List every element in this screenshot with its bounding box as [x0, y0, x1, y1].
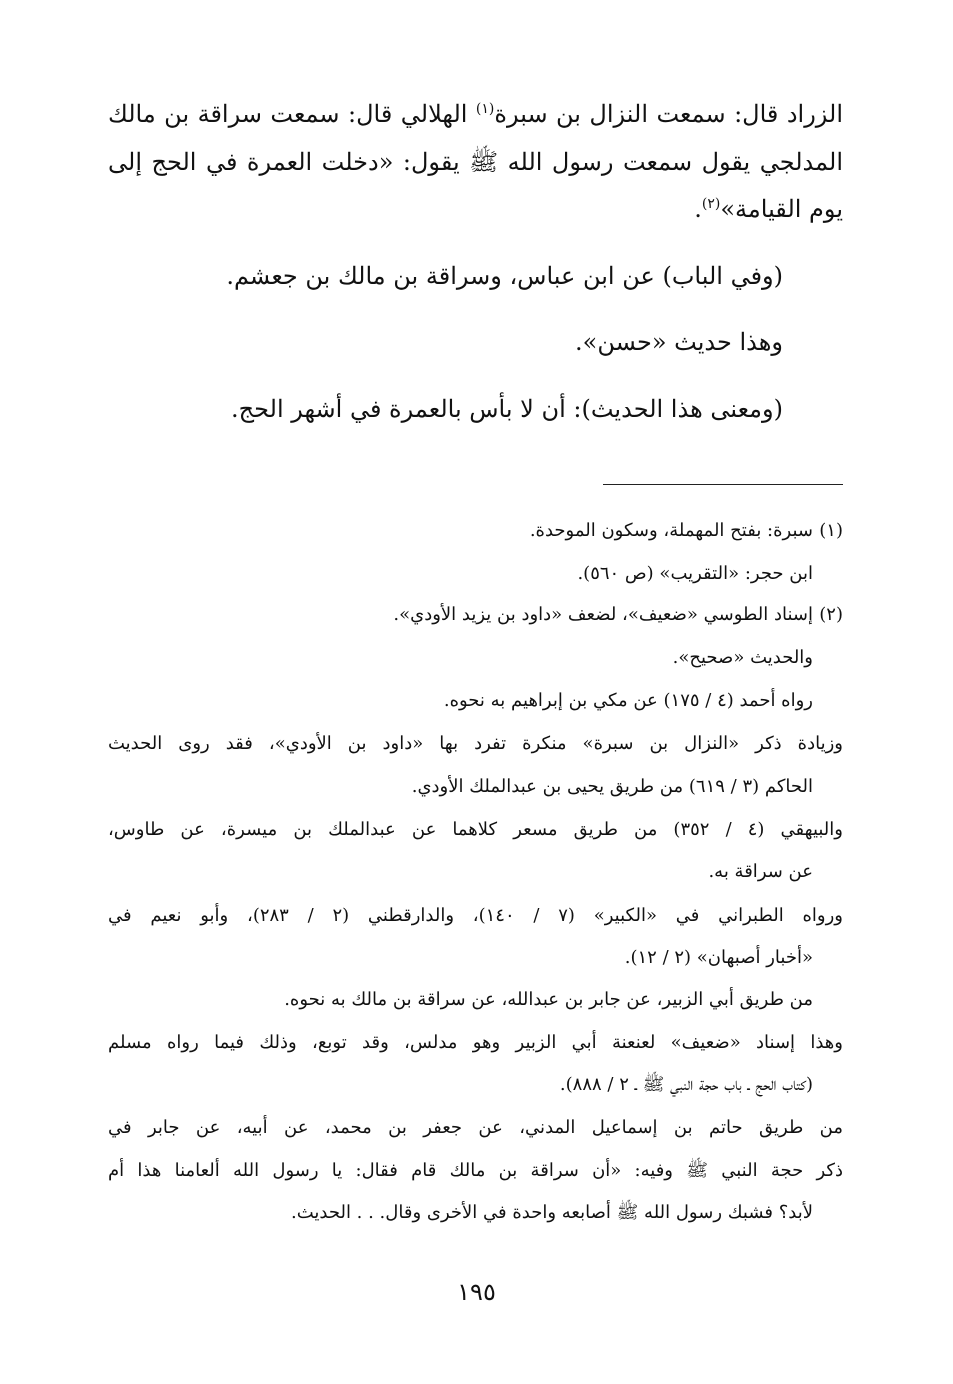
footnote-2-line-9: «أخبار أصبهان» (٢ / ١٢). — [624, 947, 813, 968]
main-text-line-3: يوم القيامة»$^{(٢)}$. — [694, 195, 843, 223]
footnote-2-line-14: ذكر حجة النبي ﷺ وفيه: «أن سراقة بن مالك قام فقال: يا رسول الله ألعامنا هذا أم — [108, 1160, 843, 1181]
footnote-2-line-5: الحاكم (٣ / ٦١٩) من طريق يحيى بن عبدالملك الأودي. — [411, 776, 813, 797]
footnote-2-line-11: وهذا إسناد «ضعيف» لعنعنة أبي الزبير وهو مدلس، وقد توبع، وذلك فيما رواه مسلم — [108, 1032, 843, 1053]
grade-paragraph: وهذا حديث «حسن». — [575, 328, 783, 356]
page-number: ١٩٥ — [457, 1278, 496, 1306]
main-text-line-2: المدلجي يقول سمعت رسول الله ﷺ يقول: «دخلت العمرة في الحج إلى — [108, 148, 843, 176]
footnote-ref-2[interactable]: (٢) — [701, 196, 721, 212]
footnote-2-line-12: (كتاب الحج ـ باب حجة النبي ﷺ ـ ٢ / ٨٨٨). — [559, 1074, 813, 1095]
footnote-2-line-3: رواه أحمد (٤ / ١٧٥) عن مكي بن إبراهيم به نحوه. — [443, 690, 813, 711]
footnote-2-line-13: من طريق حاتم بن إسماعيل المدني، عن جعفر بن محمد، عن أبيه، عن جابر في — [108, 1117, 843, 1138]
footnote-1-line-1: سبرة: بفتح المهملة، وسكون الموحدة. — [529, 520, 813, 541]
footnote-number-1: (١) — [819, 520, 843, 541]
footnote-separator — [603, 484, 843, 485]
bab-paragraph: (وفي الباب) عن ابن عباس، وسراقة بن مالك بن جعشم. — [226, 262, 783, 290]
footnote-2-line-4: وزيادة ذكر «النزال بن سبرة» منكرة تفرد بها «داود بن الأودي»، فقد روى الحديث — [108, 733, 843, 754]
footnote-2-line-10: من طريق أبي الزبير، عن جابر بن عبدالله، عن سراقة بن مالك به نحوه. — [284, 989, 813, 1010]
main-text-line-1: الزراد قال: سمعت النزال بن سبرة$^{(١)}$ الهلالي قال: سمعت سراقة بن مالك — [108, 100, 844, 128]
footnote-1-line-2: ابن حجر: «التقريب» (ص ٥٦٠). — [577, 563, 813, 584]
footnote-number-2: (٢) — [819, 604, 843, 625]
footnote-2-line-6: والبيهقي (٤ / ٣٥٢) من طريق مسعر كلاهما عن عبدالملك بن ميسرة، عن طاوس، — [108, 819, 843, 840]
meaning-paragraph: (ومعنى هذا الحديث): أن لا بأس بالعمرة في أشهر الحج. — [231, 395, 783, 423]
footnote-2-line-15: لأبد؟ فشبك رسول الله ﷺ أصابعه واحدة في الأخرى وقال. . . الحديث. — [290, 1202, 813, 1223]
footnote-2-line-8: ورواه الطبراني في «الكبير» (٧ / ١٤٠)، والدارقطني (٢ / ٢٨٣)، وأبو نعيم في — [108, 905, 843, 926]
footnote-2-line-1: إسناد الطوسي «ضعيف»، لضعف «داود بن يزيد الأودي». — [393, 604, 813, 625]
footnote-2-line-7: عن سراقة به. — [708, 861, 813, 882]
footnote-2-line-2: والحديث «صحيح». — [672, 647, 813, 668]
footnote-ref-1[interactable]: (١) — [475, 101, 495, 117]
